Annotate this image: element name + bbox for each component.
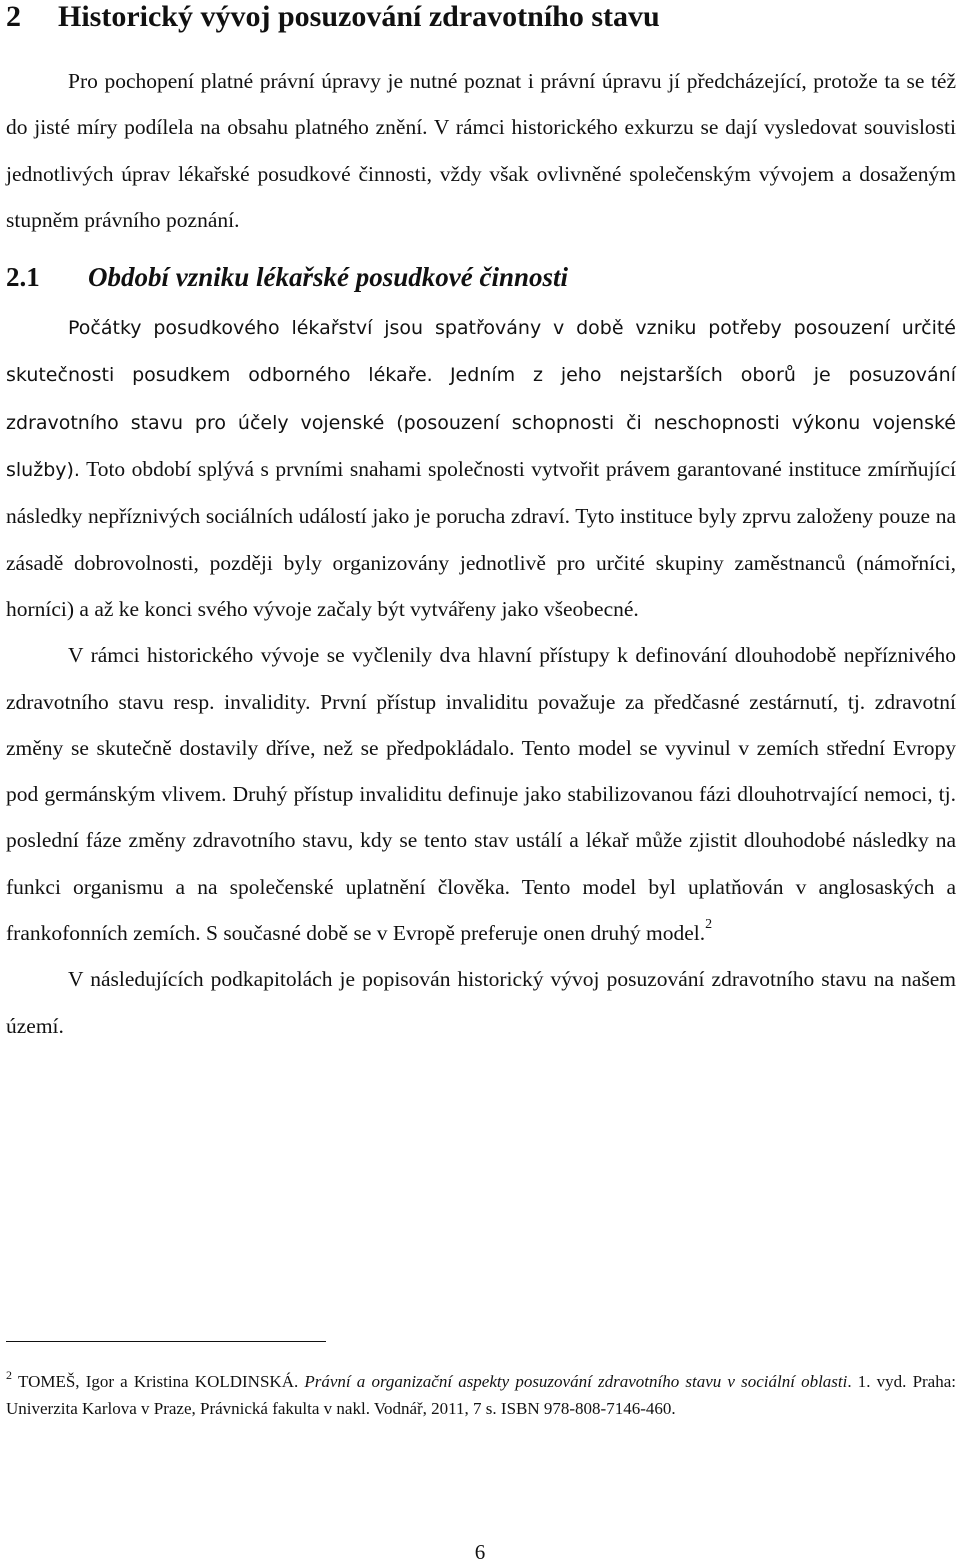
- section-paragraph-2: [6, 632, 956, 956]
- section-title: Období vzniku lékařské posudkové činnosti: [88, 262, 569, 293]
- footnote-title: Právní a organizační aspekty posuzování zdravotního stavu v sociální oblasti: [304, 1372, 848, 1391]
- section-paragraph-1-part-a: Počátky posudkového lékařství jsou spatřovány v době vzniku potřeby posouzení určité skutečnosti posudkem odborného lékaře.: [6, 317, 956, 387]
- chapter-heading: [6, 0, 956, 34]
- section-number: 2.1: [6, 262, 40, 293]
- footnote-reference[interactable]: 2: [705, 917, 713, 933]
- footnote: [6, 1368, 956, 1422]
- page-number: 6: [474, 1540, 486, 1564]
- section-paragraph-1-part-b: Jedním z jeho nejstarších oborů je posuzování zdravotního stavu pro účely vojenské (posouzení schopnosti či neschopnosti výkonu vojenské služby).: [6, 364, 957, 482]
- footnote-marker: 2: [6, 1368, 12, 1382]
- section-heading: [6, 260, 956, 294]
- section-paragraph-3: V následujících podkapitolách je popisován historický vývoj posuzování zdravotního stavu na našem území.: [6, 967, 956, 1038]
- section-paragraph-1-part-d: Tyto instituce byly zprvu založeny pouze na zásadě dobrovolnosti, později byly organizovány jednotlivě pro určité skupiny zaměstnanců (námořníci, horníci) a až ke konci svého vývoje začaly být vytvářeny jako všeobecné.: [6, 504, 956, 621]
- footnote-separator: [6, 1341, 326, 1342]
- chapter-title: Historický vývoj posuzování zdravotního stavu: [58, 0, 660, 33]
- section-body: [6, 304, 956, 1049]
- intro-paragraph: Pro pochopení platné právní úpravy je nutné poznat i právní úpravu jí předcházející, protože ta se též do jisté míry podílela na obsahu platného znění. V rámci historického exkurzu se dají vysledovat souvislosti jednotlivých úprav lékařské posudkové činnosti, vždy však ovlivněné společenským vývojem a dosaženým stupněm právního poznání.: [6, 69, 956, 232]
- footnote-publication: . 1. vyd. Praha: Univerzita Karlova v Praze, Právnická fakulta v nakl. Vodnář, 2011, 7 s. ISBN 978-808-7146-460.: [6, 1372, 956, 1418]
- section-paragraph-2-text: V rámci historického vývoje se vyčlenily dva hlavní přístupy k definování dlouhodobě nepříznivého zdravotního stavu resp. invalidity. První přístup invaliditu považuje za předčasné zestárnutí, tj. zdravotní změny se skutečně dostavily dříve, než se předpokládalo. Tento model se vyvinul v zemích střední Evropy pod germánským vlivem. Druhý přístup invaliditu definuje jako stabilizovanou fázi dlouhotrvající nemoci, tj. poslední fáze změny zdravotního stavu, kdy se tento stav ustálí a lékař může zjistit dlouhodobé následky na funkci organismu a na společenské uplatnění člověka. Tento model byl uplatňován v anglosaských a frankofonních zemích. S současné době se v Evropě preferuje onen druhý model.: [6, 643, 956, 946]
- section-paragraph-1-part-c: Toto období splývá s prvními snahami společnosti vytvořit právem garantované instituce zmírňující následky nepříznivých sociálních událostí jako je porucha zdraví.: [6, 457, 956, 529]
- footnote-authors: TOMEŠ, Igor a Kristina KOLDINSKÁ.: [18, 1372, 305, 1391]
- chapter-number: 2: [6, 0, 21, 33]
- section-paragraph-1: [6, 304, 956, 632]
- document-page: [6, 0, 956, 1049]
